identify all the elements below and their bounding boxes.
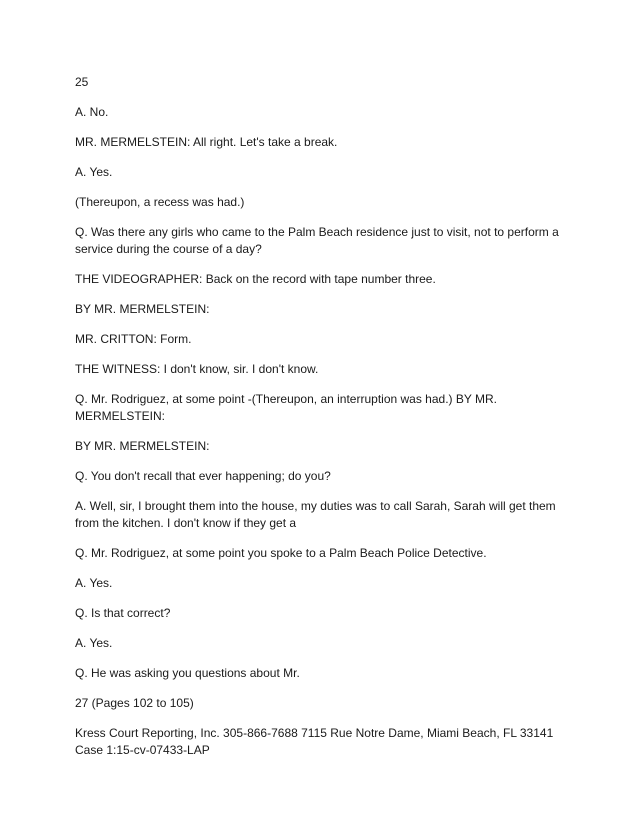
page-number: 25	[75, 75, 89, 89]
transcript-line: BY MR. MERMELSTEIN:	[75, 439, 210, 453]
transcript-line: A. Yes.	[75, 636, 113, 650]
transcript-line: THE VIDEOGRAPHER: Back on the record with tape number three.	[75, 272, 436, 286]
transcript-line: BY MR. MERMELSTEIN:	[75, 302, 210, 316]
transcript-line: (Thereupon, a recess was had.)	[75, 195, 245, 209]
page-range-footer: 27 (Pages 102 to 105)	[75, 696, 194, 710]
transcript-line: A. Yes.	[75, 576, 113, 590]
transcript-line: A. Yes.	[75, 165, 113, 179]
transcript-line: Q. He was asking you questions about Mr.	[75, 666, 300, 680]
transcript-line: MR. CRITTON: Form.	[75, 332, 192, 346]
transcript-line: THE WITNESS: I don't know, sir. I don't know.	[75, 362, 319, 376]
transcript-line: A. No.	[75, 105, 109, 119]
transcript-line: Q. You don't recall that ever happening; do you?	[75, 469, 331, 483]
transcript-line: Q. Is that correct?	[75, 606, 171, 620]
transcript-line: A. Well, sir, I brought them into the house, my duties was to call Sarah, Sarah will get them from the kitchen. I don't know if they get a	[75, 499, 556, 530]
transcript-line: MR. MERMELSTEIN: All right. Let's take a break.	[75, 135, 338, 149]
transcript-line: Q. Was there any girls who came to the Palm Beach residence just to visit, not to perform a service during the course of a day?	[75, 225, 559, 256]
transcript-line: Q. Mr. Rodriguez, at some point -(Thereupon, an interruption was had.) BY MR. MERMELSTEIN:	[75, 392, 497, 423]
transcript-line: Q. Mr. Rodriguez, at some point you spoke to a Palm Beach Police Detective.	[75, 546, 487, 560]
court-reporter-footer: Kress Court Reporting, Inc. 305-866-7688 7115 Rue Notre Dame, Miami Beach, FL 33141 Case 1:15-cv-07433-LAP	[75, 726, 554, 757]
